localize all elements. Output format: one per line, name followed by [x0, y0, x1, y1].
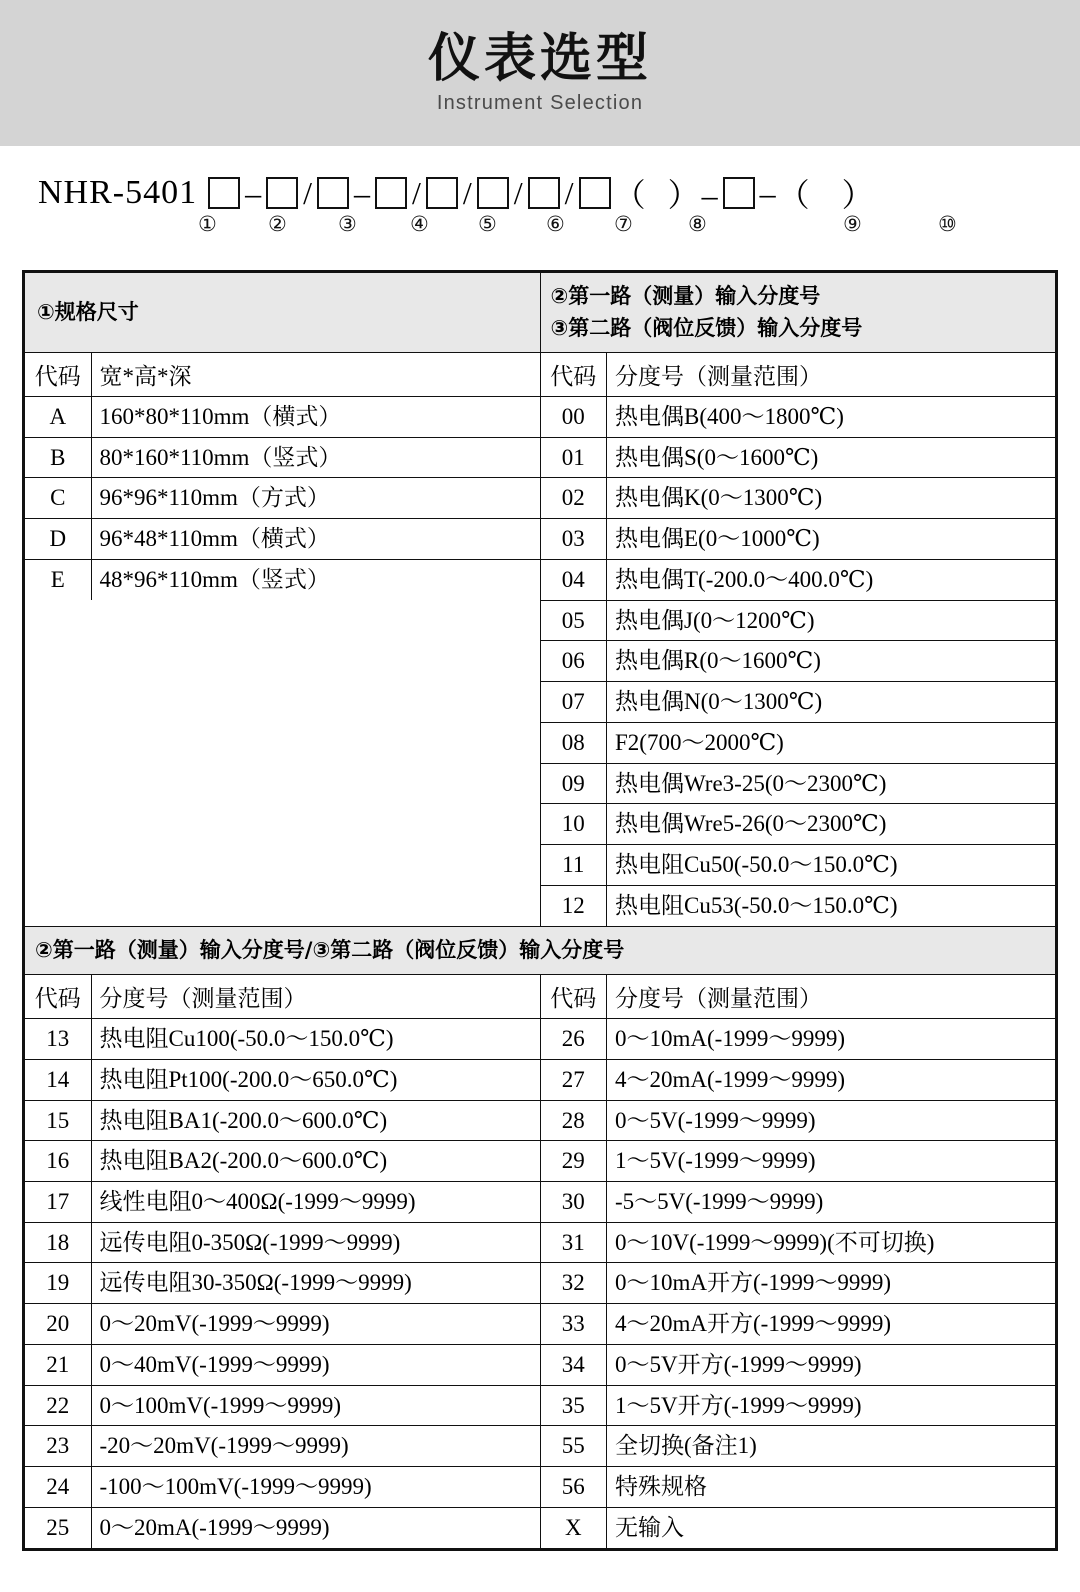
table-row [541, 600, 1056, 641]
row-desc: 1～5V(-1999～9999) [607, 1141, 1056, 1182]
table-row [25, 1304, 540, 1345]
row-desc: 热电阻Cu50(-50.0～150.0℃) [607, 845, 1056, 886]
row-code: 35 [541, 1385, 607, 1426]
table-row [25, 437, 540, 478]
table-row [541, 1344, 1056, 1385]
row-desc: 热电偶S(0～1600℃) [607, 437, 1056, 478]
table-row [541, 1059, 1056, 1100]
row-desc: -100～100mV(-1999～9999) [91, 1467, 540, 1508]
row-desc: 全切换(备注1) [607, 1426, 1056, 1467]
code-box-2 [266, 177, 298, 209]
row-desc: 热电阻BA2(-200.0～600.0℃) [91, 1141, 540, 1182]
marker-7: ⑦ [614, 212, 633, 236]
row-code: 06 [541, 641, 607, 682]
code-slash-5: / [564, 174, 574, 211]
row-desc: 0～20mV(-1999～9999) [91, 1304, 540, 1345]
table-row [541, 1467, 1056, 1508]
row-desc: 0～5V(-1999～9999) [607, 1100, 1056, 1141]
code-dash-2: – [354, 174, 370, 211]
section1-body-row [25, 353, 1056, 927]
row-code: 56 [541, 1467, 607, 1508]
code-box-3 [317, 177, 349, 209]
row-code: 15 [25, 1100, 91, 1141]
row-desc: 热电偶Wre3-25(0～2300℃) [607, 763, 1056, 804]
row-code: B [25, 437, 91, 478]
table-row [25, 1059, 540, 1100]
marker-3: ③ [338, 212, 357, 236]
table-row [25, 1181, 540, 1222]
model-code-row [38, 170, 876, 216]
row-desc: 0～5V开方(-1999～9999) [607, 1344, 1056, 1385]
row-desc: 80*160*110mm（竖式） [91, 437, 540, 478]
row-desc: -5～5V(-1999～9999) [607, 1181, 1056, 1222]
row-desc: 0～10mA(-1999～9999) [607, 1019, 1056, 1060]
marker-10: ⑩ [938, 212, 957, 236]
row-code: 21 [25, 1344, 91, 1385]
selection-table [22, 270, 1058, 1551]
section1-right-header-line1: ②第一路（测量）输入分度号 [550, 284, 821, 308]
marker-4: ④ [410, 212, 429, 236]
row-code: 16 [25, 1141, 91, 1182]
code-slash-4: / [513, 174, 523, 211]
row-code: 27 [541, 1059, 607, 1100]
row-desc: 热电偶T(-200.0～400.0℃) [607, 559, 1056, 600]
code-box-8 [579, 177, 611, 209]
table-row [25, 1467, 540, 1508]
row-code: 32 [541, 1263, 607, 1304]
row-desc: 无输入 [607, 1507, 1056, 1547]
row-code: A [25, 397, 91, 438]
table-row [541, 722, 1056, 763]
row-code: 22 [25, 1385, 91, 1426]
section2-header-row [25, 926, 1056, 975]
row-code: 28 [541, 1100, 607, 1141]
row-code: 34 [541, 1344, 607, 1385]
section2-right-col-code: 代码 [541, 975, 607, 1019]
row-code: 09 [541, 763, 607, 804]
row-desc: 0～10V(-1999～9999)(不可切换) [607, 1222, 1056, 1263]
marker-2: ② [268, 212, 287, 236]
section2-left-panel [25, 975, 541, 1549]
table-row [25, 1344, 540, 1385]
section2-body-row [25, 975, 1056, 1549]
row-code: 18 [25, 1222, 91, 1263]
row-desc: 特殊规格 [607, 1467, 1056, 1508]
code-slash-3: / [462, 174, 472, 211]
section2-left-table [25, 975, 540, 1548]
section1-left-col-desc: 宽*高*深 [91, 353, 540, 397]
table-row [541, 845, 1056, 886]
row-code: 12 [541, 885, 607, 925]
table-row [25, 519, 540, 560]
code-box-9 [723, 177, 755, 209]
marker-5: ⑤ [478, 212, 497, 236]
table-row [25, 1100, 540, 1141]
table-row [541, 397, 1056, 438]
row-code: E [25, 559, 91, 599]
row-desc: 热电阻Cu53(-50.0～150.0℃) [607, 885, 1056, 925]
code-box-5 [426, 177, 458, 209]
code-dash-3: – [759, 174, 776, 211]
row-desc: 热电偶R(0～1600℃) [607, 641, 1056, 682]
table-row [541, 1181, 1056, 1222]
code-box-1 [208, 177, 240, 209]
row-desc: 热电偶N(0～1300℃) [607, 682, 1056, 723]
row-code: 10 [541, 804, 607, 845]
section2-right-panel [540, 975, 1056, 1549]
table-row [541, 885, 1056, 925]
marker-1: ① [198, 212, 217, 236]
table-row [541, 437, 1056, 478]
row-code: 02 [541, 478, 607, 519]
row-desc: 线性电阻0～400Ω(-1999～9999) [91, 1181, 540, 1222]
table-row [541, 559, 1056, 600]
row-code: 55 [541, 1426, 607, 1467]
page-title: 仪表选型 [427, 29, 652, 90]
section1-right-header [540, 273, 1056, 353]
row-desc: 1～5V开方(-1999～9999) [607, 1385, 1056, 1426]
row-desc: 0～100mV(-1999～9999) [91, 1385, 540, 1426]
section1-left-panel [25, 353, 541, 927]
model-number: NHR-5401 [38, 174, 198, 211]
section1-header-row [25, 273, 1056, 353]
row-code: 29 [541, 1141, 607, 1182]
row-code: 07 [541, 682, 607, 723]
row-code: 03 [541, 519, 607, 560]
table-row [541, 804, 1056, 845]
table-row [541, 1304, 1056, 1345]
row-desc: 0～20mA(-1999～9999) [91, 1507, 540, 1547]
row-code: 14 [25, 1059, 91, 1100]
table-row [541, 1141, 1056, 1182]
section1-left-col-code: 代码 [25, 353, 91, 397]
table-row [25, 1385, 540, 1426]
section1-right-header-line2: ③第二路（阀位反馈）输入分度号 [550, 315, 863, 340]
row-code: D [25, 519, 91, 560]
row-code: 30 [541, 1181, 607, 1222]
table-row [25, 559, 540, 599]
table-row [25, 1141, 540, 1182]
row-desc: 热电偶J(0～1200℃) [607, 600, 1056, 641]
table-row [25, 1426, 540, 1467]
table-row [541, 682, 1056, 723]
section2-left-col-desc: 分度号（测量范围） [91, 975, 540, 1019]
section2-left-colheader [25, 975, 540, 1019]
row-code: 05 [541, 600, 607, 641]
table-row [541, 1100, 1056, 1141]
row-code: 25 [25, 1507, 91, 1547]
row-desc: 4～20mA(-1999～9999) [607, 1059, 1056, 1100]
row-desc: 热电偶Wre5-26(0～2300℃) [607, 804, 1056, 845]
section1-right-col-code: 代码 [541, 353, 607, 397]
table-row [25, 1507, 540, 1547]
row-desc: 热电偶E(0～1000℃) [607, 519, 1056, 560]
section1-right-panel [540, 353, 1056, 927]
model-code-diagram [0, 160, 1080, 270]
table-row [541, 1385, 1056, 1426]
code-dash-1: – [245, 174, 262, 211]
table-row [541, 763, 1056, 804]
marker-6: ⑥ [546, 212, 565, 236]
table-row [541, 1507, 1056, 1547]
code-box-4 [375, 177, 407, 209]
row-code: 11 [541, 845, 607, 886]
table-row [541, 1019, 1056, 1060]
page-subtitle: Instrument Selection [436, 91, 644, 114]
table-row [25, 1019, 540, 1060]
row-code: 08 [541, 722, 607, 763]
model-code-markers [38, 212, 1038, 248]
row-desc: F2(700～2000℃) [607, 722, 1056, 763]
code-slash-2: / [412, 174, 421, 211]
table-row [541, 519, 1056, 560]
page-banner [0, 0, 1080, 146]
row-code: 31 [541, 1222, 607, 1263]
row-desc: 远传电阻30-350Ω(-1999～9999) [91, 1263, 540, 1304]
marker-8: ⑧ [688, 212, 707, 236]
section1-right-colheader [541, 353, 1056, 397]
row-desc: 0～10mA开方(-1999～9999) [607, 1263, 1056, 1304]
row-code: 19 [25, 1263, 91, 1304]
row-code: 33 [541, 1304, 607, 1345]
table-row [25, 478, 540, 519]
section1-left-table [25, 353, 540, 600]
row-desc: 远传电阻0-350Ω(-1999～9999) [91, 1222, 540, 1263]
table-row [25, 1222, 540, 1263]
row-code: 00 [541, 397, 607, 438]
row-desc: -20～20mV(-1999～9999) [91, 1426, 540, 1467]
row-code: X [541, 1507, 607, 1547]
section1-left-header [25, 273, 541, 353]
table-row [541, 1263, 1056, 1304]
section1-right-table [541, 353, 1056, 926]
code-slash-1: / [303, 174, 312, 211]
row-code: 26 [541, 1019, 607, 1060]
row-code: 17 [25, 1181, 91, 1222]
row-desc: 热电阻Pt100(-200.0～650.0℃) [91, 1059, 540, 1100]
row-desc: 96*96*110mm（方式） [91, 478, 540, 519]
selection-table-outer [24, 272, 1056, 1549]
section1-right-col-desc: 分度号（测量范围） [607, 353, 1056, 397]
marker-9: ⑨ [843, 212, 862, 236]
code-box-7 [528, 177, 560, 209]
row-code: 13 [25, 1019, 91, 1060]
code-paren-2: （ ） [777, 177, 876, 213]
table-row [541, 641, 1056, 682]
table-row [541, 478, 1056, 519]
row-code: C [25, 478, 91, 519]
table-row [25, 1263, 540, 1304]
section2-right-table [541, 975, 1056, 1548]
row-code: 20 [25, 1304, 91, 1345]
section2-header: ②第一路（测量）输入分度号/③第二路（阀位反馈）输入分度号 [25, 926, 1056, 975]
row-code: 24 [25, 1467, 91, 1508]
section1-left-header-text: ①规格尺寸 [37, 299, 139, 324]
row-desc: 4～20mA开方(-1999～9999) [607, 1304, 1056, 1345]
row-desc: 160*80*110mm（横式） [91, 397, 540, 438]
row-desc: 96*48*110mm（横式） [91, 519, 540, 560]
row-code: 01 [541, 437, 607, 478]
row-desc: 热电阻BA1(-200.0～600.0℃) [91, 1100, 540, 1141]
row-code: 23 [25, 1426, 91, 1467]
section2-right-col-desc: 分度号（测量范围） [607, 975, 1056, 1019]
row-desc: 热电偶K(0～1300℃) [607, 478, 1056, 519]
table-row [541, 1222, 1056, 1263]
table-row [25, 397, 540, 438]
section2-right-colheader [541, 975, 1056, 1019]
row-code: 04 [541, 559, 607, 600]
table-row [541, 1426, 1056, 1467]
row-desc: 热电阻Cu100(-50.0～150.0℃) [91, 1019, 540, 1060]
row-desc: 48*96*110mm（竖式） [91, 559, 540, 599]
section1-left-colheader [25, 353, 540, 397]
row-desc: 0～40mV(-1999～9999) [91, 1344, 540, 1385]
section2-left-col-code: 代码 [25, 975, 91, 1019]
code-paren-1: （ ）– [613, 177, 720, 213]
row-desc: 热电偶B(400～1800℃) [607, 397, 1056, 438]
code-box-6 [477, 177, 509, 209]
